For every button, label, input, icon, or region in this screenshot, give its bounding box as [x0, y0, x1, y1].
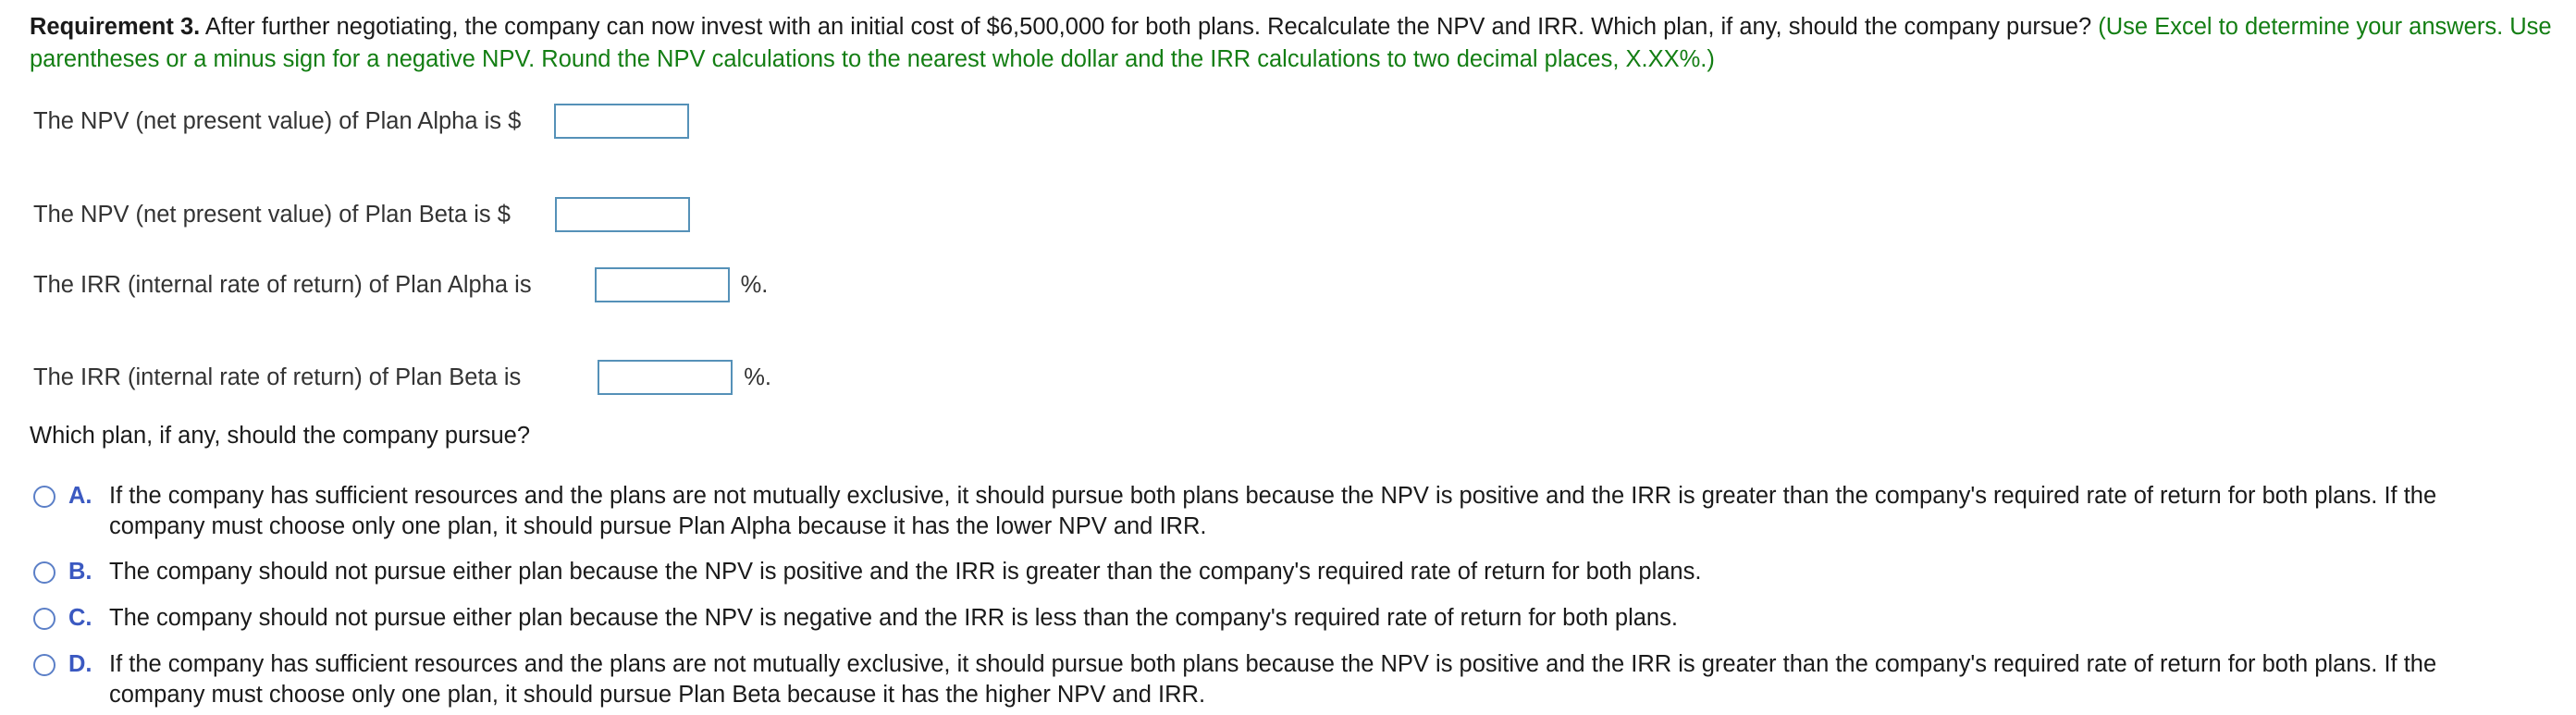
- option-b-text: The company should not pursue either plan because the NPV is positive and the IRR is greater than the company's required rate of return for both plans.: [109, 559, 1702, 585]
- option-b-radio[interactable]: [33, 561, 55, 584]
- option-d-letter: D.: [68, 651, 92, 677]
- option-b[interactable]: [33, 557, 2531, 587]
- option-c[interactable]: [33, 603, 2531, 634]
- npv-beta-row: [33, 197, 690, 232]
- irr-alpha-row: [33, 267, 768, 302]
- option-b-letter: B.: [68, 559, 92, 585]
- irr-alpha-unit: %.: [740, 272, 769, 298]
- irr-beta-label: The IRR (internal rate of return) of Plan Beta is: [33, 364, 522, 390]
- answer-options: [33, 481, 2531, 710]
- requirement-label: Requirement 3.: [30, 14, 201, 40]
- option-c-letter: C.: [68, 605, 92, 631]
- option-a[interactable]: [33, 481, 2531, 542]
- irr-alpha-input[interactable]: [595, 267, 730, 302]
- npv-beta-label: The NPV (net present value) of Plan Beta is $: [33, 202, 511, 228]
- option-a-letter: A.: [68, 483, 92, 509]
- npv-alpha-label: The NPV (net present value) of Plan Alpha is $: [33, 108, 522, 134]
- irr-beta-row: [33, 360, 771, 395]
- irr-beta-unit: %.: [744, 364, 771, 390]
- option-c-radio[interactable]: [33, 608, 55, 630]
- npv-alpha-row: [33, 104, 689, 139]
- question-text: Which plan, if any, should the company pursue?: [30, 423, 531, 449]
- irr-alpha-label: The IRR (internal rate of return) of Plan Alpha is: [33, 272, 532, 298]
- irr-beta-input[interactable]: [598, 360, 733, 395]
- requirement-prompt: [30, 11, 2564, 76]
- npv-alpha-input[interactable]: [554, 104, 689, 139]
- requirement-instructions: (Use Excel to determine your answers. Use parentheses or a minus sign for a negative NPV. Round the NPV calculations to the nearest whole dollar and the IRR calculations to two decimal places, X.XX%.): [30, 14, 2552, 72]
- option-c-text: The company should not pursue either plan because the NPV is negative and the IRR is less than the company's required rate of return for both plans.: [109, 605, 1678, 631]
- option-d[interactable]: [33, 649, 2531, 710]
- requirement-text: After further negotiating, the company can now invest with an initial cost of $6,500,000 for both plans. Recalculate the NPV and IRR. Which plan, if any, should the company pursue?: [200, 14, 2099, 40]
- option-a-radio[interactable]: [33, 486, 55, 508]
- option-d-text: If the company has sufficient resources and the plans are not mutually exclusive, it should pursue both plans because the NPV is positive and the IRR is greater than the company's required rate of return for both plans. If the company must choose only one plan, it should pursue Plan Beta because it has the higher NPV and IRR.: [109, 651, 2437, 708]
- option-a-text: If the company has sufficient resources and the plans are not mutually exclusive, it should pursue both plans because the NPV is positive and the IRR is greater than the company's required rate of return for both plans. If the company must choose only one plan, it should pursue Plan Alpha because it has the lower NPV and IRR.: [109, 483, 2437, 539]
- prompt-text: [30, 11, 2564, 76]
- npv-beta-input[interactable]: [555, 197, 690, 232]
- option-d-radio[interactable]: [33, 654, 55, 676]
